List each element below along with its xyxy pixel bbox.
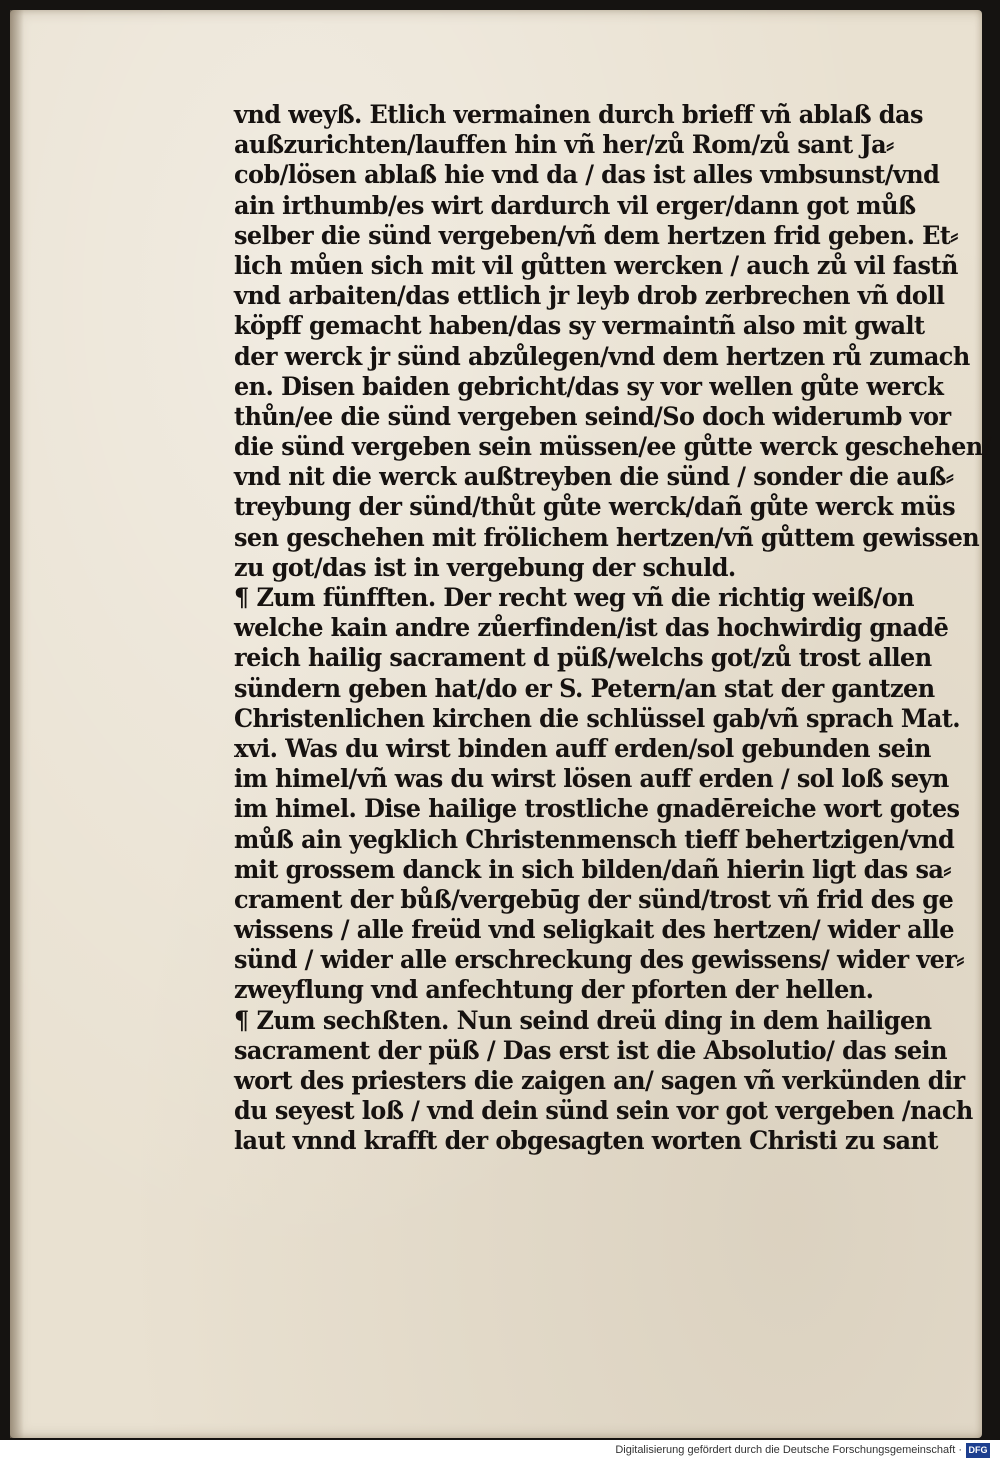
blackletter-text-block (234, 100, 991, 1157)
text-line: die sünd vergeben sein müssen/ee gůtte werck geschehen/ (234, 432, 991, 463)
text-line: köpff gemacht haben/das sy vermaintñ also mit gwalt (234, 311, 925, 342)
text-line: Christenlichen kirchen die schlüssel gab/vñ sprach Mat. (234, 703, 961, 734)
text-line: welche kain andre zůerfinden/ist das hochwirdig gnadē (234, 613, 949, 644)
text-line: vnd arbaiten/das ettlich jr leyb drob zerbrechen vñ doll (234, 281, 945, 312)
text-line: en. Disen baiden gebricht/das sy vor wellen gůte werck (234, 371, 944, 402)
text-line: ain irthumb/es wirt dardurch vil erger/dann got můß (234, 190, 916, 221)
text-line: treybung der sünd/thůt gůte werck/dañ gůte werck müs (234, 492, 956, 523)
paragraph-start-line: ¶ Zum sechßten. Nun seind dreü ding in dem hailigen (234, 1005, 932, 1036)
text-line: außzurichten/lauffen hin vñ her/zů Rom/zů sant Ja⸗ (234, 130, 894, 161)
text-line: sünd / wider alle erschreckung des gewissens/ wider ver⸗ (234, 945, 964, 976)
text-line: lich můen sich mit vil gůtten wercken / auch zů vil fastñ (234, 250, 958, 281)
text-line: laut vnnd krafft der obgesagten worten Christi zu sant (234, 1126, 938, 1157)
text-line: im himel/vñ was du wirst lösen auff erden / sol loß seyn (234, 764, 949, 795)
text-line: xvi. Was du wirst binden auff erden/sol gebunden sein (234, 733, 931, 764)
paragraph-start-line: ¶ Zum fünfften. Der recht weg vñ die richtig weiß/on (234, 583, 915, 613)
text-line: crament der bůß/vergebūg der sünd/trost vñ frid des ge (234, 884, 954, 915)
digitization-footer (0, 1440, 1000, 1463)
text-line: mit grossem danck in sich bilden/dañ hierin ligt das sa⸗ (234, 854, 951, 885)
dfg-logo-icon: DFG (966, 1443, 990, 1458)
text-line: im himel. Dise hailige trostliche gnadēreiche wort gotes (234, 794, 960, 825)
text-line: der werck jr sünd abzůlegen/vnd dem hertzen rů zumach (234, 341, 970, 372)
text-line: cob/lösen ablaß hie vnd da / das ist alles vmbsunst/vnd (234, 160, 940, 191)
text-line: vnd nit die werck außtreyben die sünd / sonder die auß⸗ (234, 462, 954, 493)
text-line: reich hailig sacrament d püß/welchs got/zů trost allen (234, 643, 932, 674)
text-line: vnd weyß. Etlich vermainen durch brieff vñ ablaß das (234, 100, 923, 130)
text-line: sacrament der püß / Das erst ist die Absolutio/ das sein (234, 1035, 947, 1066)
text-line: zu got/das ist in vergebung der schuld. (234, 552, 736, 583)
text-line: thůn/ee die sünd vergeben seind/So doch widerumb vor (234, 401, 951, 432)
text-line: wissens / alle freüd vnd seligkait des hertzen/ wider alle (234, 915, 954, 946)
text-line: můß ain yegklich Christenmensch tieff behertzigen/vnd (234, 824, 955, 855)
text-line: du seyest loß / vnd dein sünd sein vor got vergeben /nach (234, 1096, 973, 1127)
text-line: sündern geben hat/do er S. Petern/an stat der gantzen (234, 673, 935, 704)
page-gutter-shadow (10, 10, 24, 1438)
text-line: zweyflung vnd anfechtung der pforten der hellen. (234, 975, 874, 1006)
text-line: sen geschehen mit frölichem hertzen/vñ gůttem gewissen (234, 522, 980, 553)
footer-credit-text: Digitalisierung gefördert durch die Deutsche Forschungsgemeinschaft · (615, 1444, 962, 1456)
text-line: selber die sünd vergeben/vñ dem hertzen frid geben. Et⸗ (234, 220, 958, 251)
text-line: wort des priesters die zaigen an/ sagen vñ verkünden dir (234, 1066, 965, 1096)
